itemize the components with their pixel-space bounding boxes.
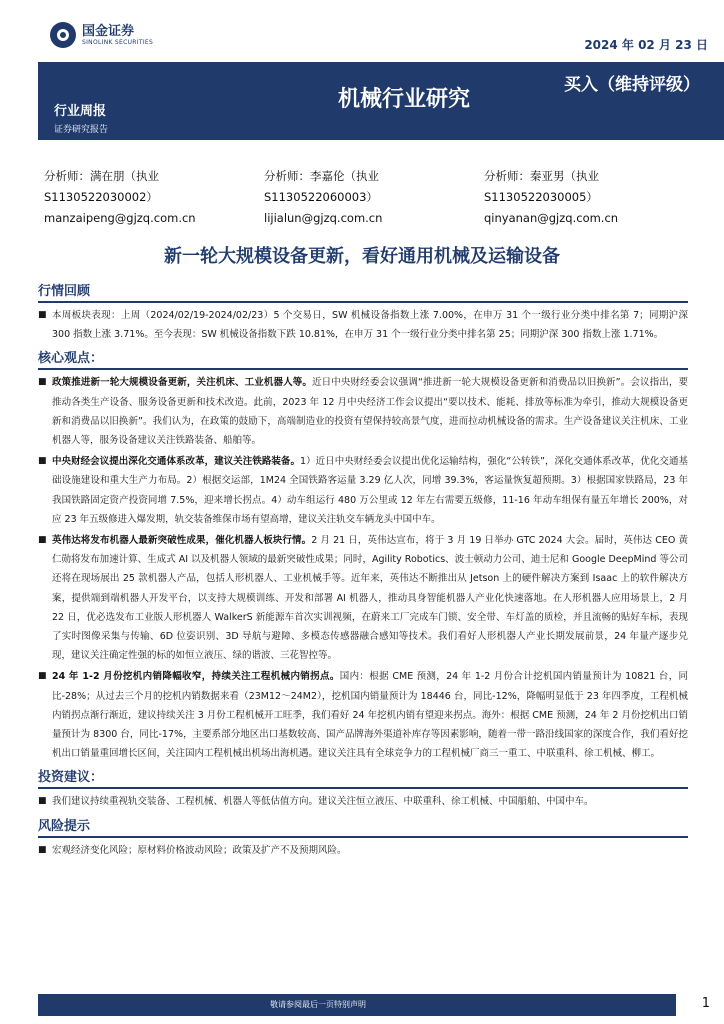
page-footer bbox=[38, 994, 724, 1016]
report-body bbox=[38, 283, 688, 862]
list-item bbox=[38, 373, 688, 450]
logo-name-en: SINOLINK SECURITIES bbox=[82, 38, 154, 46]
bullet-lead: 政策推进新一轮大规模设备更新，关注机床、工业机器人等。 bbox=[52, 377, 313, 389]
square-bullet-icon: ■ bbox=[38, 456, 47, 467]
list-item bbox=[38, 792, 688, 811]
bullet-text: 国内：根据 CME 预测，24 年 1-2 月份合计挖机国内销量预计为 10821 台，同比-28%；从过去三个月的挖机内销数据来看（23M12～24M2），挖机国内销量预计为 18446 台，同比-12%，降幅明显低于 23 年四季度，工程机械内销拐点渐行渐近，建议持续关注 3 月份工程机械开工旺季，我们看好 24 年挖机内销有望迎来拐点。海外：根据 CME 预测，24 年 2 月份挖机出口销量预计为 8300 台，同比-17%，主要系部分地区出口基数较高、国产品牌海外渠道补库存等因素影响，随着一带一路沿线国家的深度合作，我们看好挖机出口销量重回增长区间，关注国内工程机械出机场出海机遇。建议关注具有全球竞争力的工程机械厂商三一重工、中联重科、徐工机械、柳工。 bbox=[52, 671, 688, 760]
section-title-review: 行情回顾 bbox=[38, 283, 688, 303]
bullet-lead: 英伟达将发布机器人最新突破性成果，催化机器人板块行情。 bbox=[52, 535, 312, 547]
section-title-core: 核心观点： bbox=[38, 350, 688, 370]
section-title-risk: 风险提示 bbox=[38, 818, 688, 838]
square-bullet-icon: ■ bbox=[38, 844, 47, 855]
bullet-text: 2 月 21 日，英伟达宣布，将于 3 月 19 日举办 GTC 2024 大会。届时，英伟达 CEO 黄仁勋将发布加速计算、生成式 AI 以及机器人领域的最新突破性成果；同时，Agility Robotics、波士顿动力公司、迪士尼和 Google DeepMind 等公司还将在现场展出 25 款机器人产品，包括人形机器人、工业机械手等。近年来，英伟达不断推出从 Jetson 上的硬件解决方案到 Isaac 上的软件解决方案，提供端到端机器人开发平台，以支持大规模训练、开发和部署 AI 机器人，推动具身智能机器人产业化快速落地。在人形机器人应用场景上，2 月 22 日，优必选发布工业版人形机器人 WalkerS 新能源车首次实训视频，在蔚来工厂完成车门锁、安全带、车灯盖的质检，并且流畅的贴好车标，表现了实时图像采集与传输、6D 位姿识别、3D 导航与避障、多模态传感器融合感知等技术。我们看好人形机器人产业长期发展前景，24 年量产逐步兑现，建议关注确定性强的标的如恒立液压、绿的谐波、三花智控等。 bbox=[52, 535, 688, 662]
square-bullet-icon: ■ bbox=[38, 377, 47, 388]
report-headline: 新一轮大规模设备更新，看好通用机械及运输设备 bbox=[164, 246, 560, 267]
footer-disclaimer[interactable]: 敬请参阅最后一页特别声明 bbox=[270, 1000, 366, 1009]
page-number-box bbox=[674, 994, 724, 1016]
analyst-name: 分析师：李嘉伦（执业 bbox=[264, 169, 379, 183]
analyst-email[interactable]: manzaipeng@gjzq.com.cn bbox=[44, 211, 196, 225]
bullet-text: 近日中央财经委会议强调“推进新一轮大规模设备更新和消费品以旧换新”。会议指出，要推动各类生产设备、服务设备更新和技术改造。此前，2023 年 12 月中央经济工作会议提出“要以技术、能耗、排放等标准为牵引，推动大规模设备更新和消费品以旧换新”。我们认为，在政策的鼓励下，高端制造业的投资有望保持较高景气度，进而拉动机械设备的需求。生产设备建议关注机床、工业机器人等，服务设备建议关注铁路装备、船舶等。 bbox=[52, 377, 688, 447]
page-number: 1 bbox=[701, 996, 710, 1011]
analyst-name: 分析师：秦亚男（执业 bbox=[484, 169, 599, 183]
company-logo bbox=[50, 22, 153, 48]
square-bullet-icon: ■ bbox=[38, 671, 47, 682]
title-band bbox=[38, 62, 724, 140]
list-item bbox=[38, 306, 688, 344]
logo-name-cn: 国金证券 bbox=[82, 23, 135, 39]
report-type: 行业周报 bbox=[54, 104, 107, 119]
list-item bbox=[38, 452, 688, 529]
bullet-text: 宏观经济变化风险；原材料价格波动风险；政策及扩产不及预期风险。 bbox=[52, 844, 347, 856]
sinolink-logo-icon bbox=[50, 22, 76, 48]
square-bullet-icon: ■ bbox=[38, 535, 47, 546]
square-bullet-icon: ■ bbox=[38, 310, 47, 320]
report-header bbox=[0, 0, 724, 140]
rating-label: 买入（维持评级） bbox=[564, 75, 700, 95]
bullet-text: 我们建议持续重视轨交装备、工程机械、机器人等低估值方向。建议关注恒立液压、中联重科、徐工机械、中国船舶、中国中车。 bbox=[52, 796, 594, 808]
bullet-text: 本周板块表现：上周（2024/02/19-2024/02/23）5 个交易日，SW 机械设备指数上涨 7.00%，在申万 31 个一级行业分类中排名第 7；同期沪深 300 指数上涨 3.71%。至今表现：SW 机械设备指数下跌 10.81%，在申万 31 个一级行业分类中排名第 25；同期沪深 300 指数上涨 1.71%。 bbox=[52, 310, 688, 341]
square-bullet-icon: ■ bbox=[38, 796, 47, 807]
bullet-lead: 中央财经会议提出深化交通体系改革，建议关注铁路装备。 bbox=[52, 456, 301, 468]
bullet-lead: 24 年 1-2 月份挖机内销降幅收窄，持续关注工程机械内销拐点。 bbox=[52, 671, 340, 683]
analyst-license: S1130522060003） bbox=[264, 190, 378, 204]
analyst-list bbox=[44, 166, 704, 229]
report-title: 机械行业研究 bbox=[338, 87, 471, 112]
analyst-license: S1130522030005） bbox=[484, 190, 598, 204]
list-item bbox=[38, 531, 688, 665]
bullet-text: 1）近日中央财经委会议提出优化运输结构，强化“公转铁”，深化交通体系改革，优化交通基础设施建设和重大生产力布局。2）根据交运部，1M24 全国铁路客运量 3.29 亿人次，同增 39.3%，客运量恢复超预期。3）根据国家铁路局，23 年我国铁路固定资产投资同增 7.5%，迎来增长拐点。4）动车组运行 480 万公里或 12 年左右需要五级修，11-16 年动车组保有量五年增长 200%，对应 23 年五级修进入爆发期，轨交装备维保市场有望高增，建议关注轨交车辆龙头中国中车。 bbox=[52, 456, 688, 525]
analyst-email[interactable]: lijialun@gjzq.com.cn bbox=[264, 211, 383, 225]
analyst-name: 分析师：满在朋（执业 bbox=[44, 169, 159, 183]
analyst-card bbox=[264, 166, 484, 229]
analyst-license: S1130522030002） bbox=[44, 190, 158, 204]
list-item bbox=[38, 841, 688, 860]
analyst-card bbox=[44, 166, 264, 229]
section-title-advice: 投资建议： bbox=[38, 769, 688, 789]
list-item bbox=[38, 667, 688, 763]
analyst-card bbox=[484, 166, 618, 229]
report-subtype: 证券研究报告 bbox=[54, 125, 109, 135]
report-date: 2024 年 02 月 23 日 bbox=[584, 38, 708, 52]
analyst-email[interactable]: qinyanan@gjzq.com.cn bbox=[484, 211, 619, 225]
